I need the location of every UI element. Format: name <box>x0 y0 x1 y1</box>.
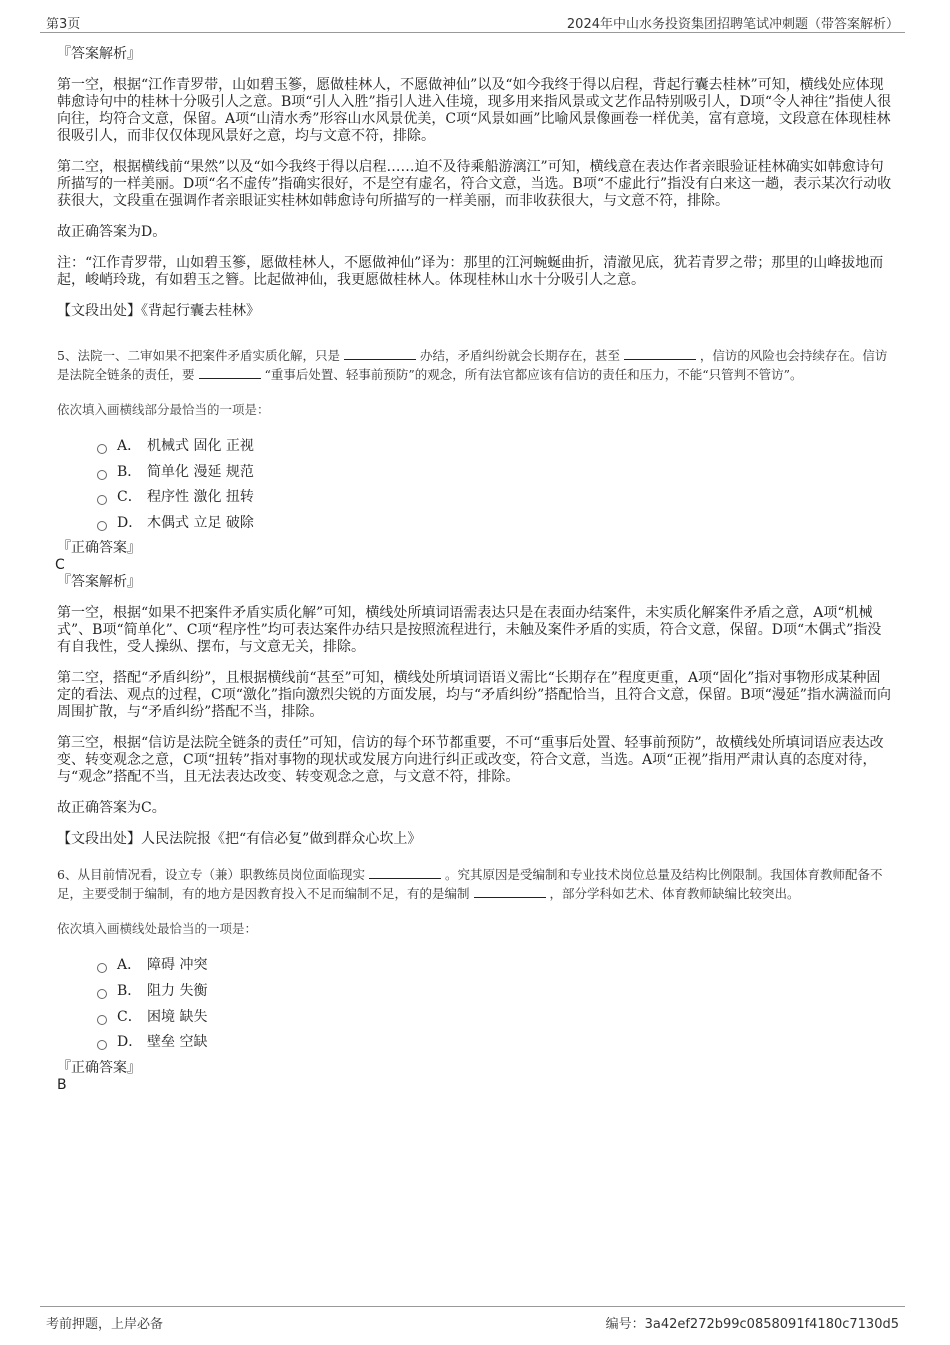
q5-analysis-p3: 第三空，根据“信访是法院全链条的责任”可知，信访的每个环节都重要，不可“重事后处置、轻事前预防”，故横线处所填词语应表达改变、转变观念之意，C项“扭转”指对事物的现状或发展方向进行纠正或改变，符合文意，当选。A项“正视”指用严肃认真的态度对待，与“观念”搭配不当，且无法表达改变、转变观念之意，与文意不符，排除。 <box>57 735 884 786</box>
q4-note: 注：“江作青罗带，山如碧玉篸，愿做桂林人，不愿做神仙”译为：那里的江河蜿蜒曲折，清澈见底，犹若青罗之带；那里的山峰拔地而起，峻峭玲珑，有如碧玉之簪。比起做神仙，我更愿做桂林人。体现桂林山水十分吸引人之意。 <box>57 255 884 288</box>
q4-conclusion: 故正确答案为D。 <box>57 224 167 240</box>
q5-lead: 依次填入画横线部分最恰当的一项是： <box>57 402 270 417</box>
q5-options <box>97 438 893 540</box>
option-text: 程序性 激化 扭转 <box>147 489 254 506</box>
q5-analysis-p2: 第二空，搭配“矛盾纠纷”，且根据横线前“甚至”可知，横线处所填词语语义需比“长期存在”程度更重，A项“固化”指对事物形成某种固定的看法、观点的过程，C项“激化”指向激烈尖锐的方面发展，均与“矛盾纠纷”搭配恰当，且符合文意，保留。B项“漫延”指水满溢而向周围扩散，与“矛盾纠纷”搭配不当，排除。 <box>57 670 891 721</box>
q6-option-d[interactable] <box>97 1034 893 1060</box>
q5-option-c[interactable] <box>97 489 893 515</box>
q5-answer: C <box>55 557 65 574</box>
q6-stem <box>57 865 893 903</box>
q5-stem <box>57 346 893 384</box>
q6-options <box>97 957 893 1059</box>
option-text: 简单化 漫延 规范 <box>147 463 254 480</box>
footer-code: 编号：3a42ef272b99c0858091f4180c7130d5 <box>605 1317 899 1332</box>
radio-icon[interactable] <box>97 963 107 973</box>
option-text: 阻力 失衡 <box>147 982 208 999</box>
option-label: B． <box>117 982 142 999</box>
option-label: A． <box>117 957 142 974</box>
page-content <box>57 46 893 1094</box>
option-label: B． <box>117 463 142 480</box>
option-label: D． <box>117 1034 143 1051</box>
q5-stem-part: 5、法院一、二审如果不把案件矛盾实质化解，只是 <box>57 348 340 363</box>
q6-stem-part: 6、从目前情况看，设立专（兼）职教练员岗位面临现实 <box>57 867 365 883</box>
option-text: 机械式 固化 正视 <box>147 438 254 454</box>
q4-analysis-p1: 第一空，根据“江作青罗带，山如碧玉篸，愿做桂林人，不愿做神仙”以及“如今我终于得以启程，背起行囊去桂林”可知，横线处应体现韩愈诗句中的桂林十分吸引人之意。B项“引人入胜”指引人进入佳境，现多用来指风景或文艺作品特别吸引人，D项“令人神往”指使人很向往，均符合文意，保留。A项“山清水秀”形容山水风景优美，C项“风景如画”比喻风景像画卷一样优美，富有意境，文段意在体现桂林很吸引人，而非仅仅体现风景好之意，均与文意不符，排除。 <box>57 77 892 144</box>
option-text: 木偶式 立足 破除 <box>147 514 254 531</box>
q6-stem-part: ，部分学科如艺术、体育教师缺编比较突出。 <box>549 886 800 902</box>
q4-analysis-p2: 第二空，根据横线前“果然”以及“如今我终于得以启程……迫不及待乘船游漓江”可知，横线意在表达作者亲眼验证桂林确实如韩愈诗句所描写的一样美丽。D项“名不虚传”指确实很好，不是空有虚名，符合文意，当选。B项“不虚此行”指没有白来这一趟，表示某次行动收获很大，文段重在强调作者亲眼证实桂林如韩愈诗句所描写的一样美丽，而非收获很大，与文意不符，排除。 <box>57 159 892 209</box>
q5-analysis-p1: 第一空，根据“如果不把案件矛盾实质化解”可知，横线处所填词语需表达只是在表面办结案件，未实质化解案件矛盾之意，A项“机械式”、B项“简单化”、C项“程序性”均可表达案件办结只是按照流程进行，未触及案件矛盾的实质，符合文意，保留。D项“木偶式”指没有自我性，受人操纵、摆布，与文意无关，排除。 <box>57 605 882 656</box>
q6-answer-label: 『正确答案』 <box>57 1059 141 1076</box>
radio-icon[interactable] <box>97 1040 107 1050</box>
radio-icon[interactable] <box>97 1015 107 1025</box>
q6-option-a[interactable] <box>97 957 893 983</box>
q5-option-b[interactable] <box>97 464 893 490</box>
q5-source: 【文段出处】人民法院报《把“有信必复”做到群众心坎上》 <box>57 831 422 848</box>
q5-blank-2 <box>624 347 696 360</box>
q6-blank-2 <box>474 885 546 898</box>
q5-stem-part: 办结，矛盾纠纷就会长期存在，甚至 <box>419 348 620 363</box>
radio-icon[interactable] <box>97 521 107 531</box>
radio-icon[interactable] <box>97 470 107 480</box>
page-header <box>40 10 905 33</box>
option-label: C． <box>117 489 142 506</box>
option-label: D． <box>117 514 143 531</box>
q5-conclusion: 故正确答案为C。 <box>57 800 166 817</box>
q6-blank-1 <box>369 866 441 879</box>
q6-stem-part: 。究其原因是受编制和专业技术岗位总量及结构比例限制。我国体育教师配备不足，主要受制于编制，有的地方是因教育投入不足而编制不足，有的是编制 <box>57 867 883 902</box>
radio-icon[interactable] <box>97 989 107 999</box>
footer-slogan: 考前押题，上岸必备 <box>46 1317 164 1332</box>
radio-icon[interactable] <box>97 495 107 505</box>
q4-source: 【文段出处】《背起行囊去桂林》 <box>57 303 260 319</box>
q5-blank-3 <box>199 366 261 379</box>
q6-lead: 依次填入画横线处最恰当的一项是： <box>57 921 258 937</box>
q5-blank-1 <box>344 347 416 360</box>
option-text: 壁垒 空缺 <box>147 1034 208 1051</box>
q6-option-b[interactable] <box>97 983 893 1009</box>
q5-analysis-label: 『答案解析』 <box>57 574 141 591</box>
q5-option-d[interactable] <box>97 515 893 541</box>
document-title: 2024年中山水务投资集团招聘笔试冲刺题（带答案解析） <box>566 17 899 32</box>
q5-stem-part: ，信访的风险也会持续存在。信访是法院全链条的责任，要 <box>57 348 888 382</box>
q6-answer: B <box>57 1076 67 1093</box>
page-footer <box>40 1306 905 1331</box>
q6-option-c[interactable] <box>97 1009 893 1035</box>
radio-icon[interactable] <box>97 444 107 454</box>
q5-option-a[interactable] <box>97 438 893 464</box>
option-text: 障碍 冲突 <box>147 957 208 974</box>
q5-stem-part: “重事后处置、轻事前预防”的观念，所有法官都应该有信访的责任和压力，不能“只管判不管访”。 <box>264 367 803 382</box>
option-label: C． <box>117 1008 142 1025</box>
q4-analysis-label: 『答案解析』 <box>57 46 141 62</box>
page-number: 第3页 <box>46 17 81 32</box>
q5-answer-label: 『正确答案』 <box>57 540 141 557</box>
option-text: 困境 缺失 <box>147 1008 208 1025</box>
option-label: A． <box>117 438 142 454</box>
